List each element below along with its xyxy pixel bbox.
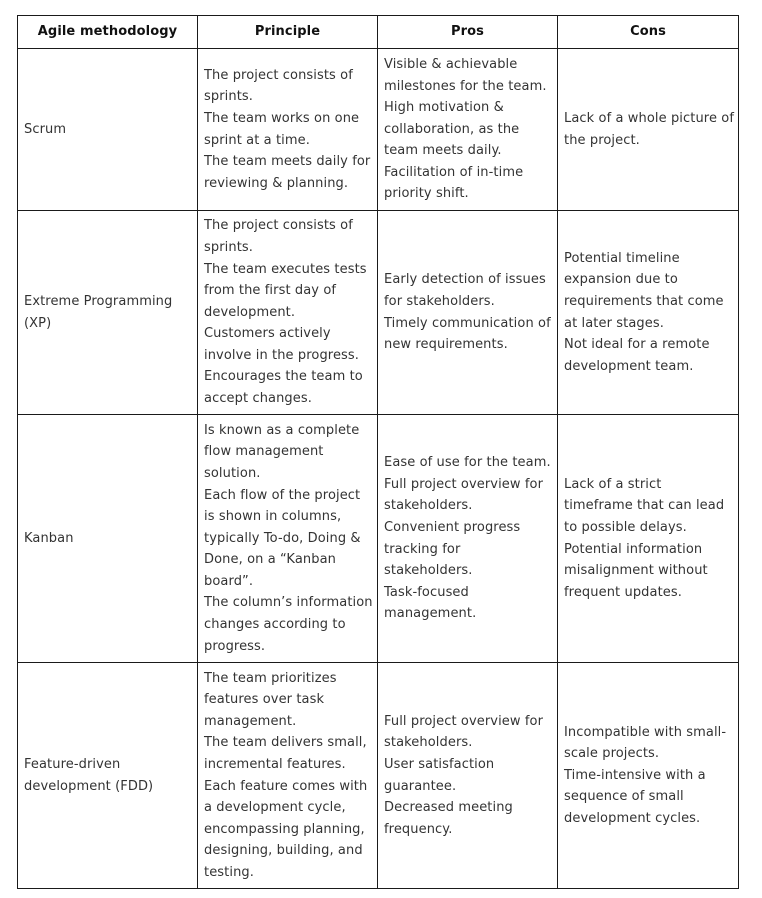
principle-line: Each feature comes with a development cycle, encompassing planning, designing, building, and testing. — [204, 778, 368, 880]
principle-line: Encourages the team to accept changes. — [204, 369, 363, 407]
cell-methodology: Kanban — [18, 415, 198, 663]
header-methodology: Agile methodology — [18, 16, 198, 49]
header-pros: Pros — [378, 16, 558, 49]
cell-cons — [558, 663, 739, 889]
cell-principle — [198, 49, 378, 211]
comparison-table-container — [17, 15, 738, 889]
cons-line: Incompatible with small-scale projects. — [564, 724, 727, 762]
cons-line: Potential timeline expansion due to requirements that come at later stages. — [564, 250, 724, 331]
pros-line: User satisfaction guarantee. — [384, 756, 495, 794]
table-row — [18, 663, 739, 889]
cell-cons — [558, 211, 739, 415]
cell-cons — [558, 49, 739, 211]
principle-line: Is known as a complete flow management solution. — [204, 422, 360, 481]
pros-line: Task-focused management. — [384, 584, 477, 622]
pros-line: Timely communication of new requirements. — [384, 315, 551, 353]
principle-line: The team works on one sprint at a time. — [204, 110, 360, 148]
cell-cons — [558, 415, 739, 663]
principle-line: The project consists of sprints. — [204, 218, 353, 255]
principle-line: The team meets daily for reviewing & planning. — [204, 154, 371, 191]
principle-line: The project consists of sprints. — [204, 67, 353, 105]
principle-line: Customers actively involve in the progress. — [204, 326, 360, 363]
pros-line: Convenient progress tracking for stakeholders. — [384, 519, 521, 579]
principle-line: The team delivers small, incremental features. — [204, 735, 367, 772]
cell-methodology: Extreme Programming (XP) — [18, 211, 198, 415]
table-header-row — [18, 16, 739, 49]
pros-line: Full project overview for stakeholders. — [384, 476, 544, 514]
cell-pros — [378, 415, 558, 663]
cons-line: Potential information misalignment without frequent updates. — [564, 541, 708, 600]
cell-methodology: Scrum — [18, 49, 198, 211]
cell-principle — [198, 415, 378, 663]
principle-line: The team executes tests from the first day of development. — [204, 261, 367, 320]
cell-pros — [378, 211, 558, 415]
table-row — [18, 211, 739, 415]
pros-line: Facilitation of in-time priority shift. — [384, 164, 524, 202]
cons-line: Not ideal for a remote development team. — [564, 337, 710, 374]
cell-methodology: Feature-driven development (FDD) — [18, 663, 198, 889]
pros-line: Early detection of issues for stakeholders. — [384, 272, 546, 309]
cell-principle — [198, 663, 378, 889]
header-principle: Principle — [198, 16, 378, 49]
cell-pros — [378, 49, 558, 211]
agile-comparison-table — [17, 15, 739, 889]
principle-line: The column’s information changes according to progress. — [204, 595, 373, 654]
pros-line: Ease of use for the team. — [384, 455, 551, 471]
cons-line: Lack of a whole picture of the project. — [564, 110, 735, 148]
pros-line: Full project overview for stakeholders. — [384, 713, 544, 751]
cons-line: Lack of a strict timeframe that can lead to possible delays. — [564, 476, 725, 535]
cell-pros — [378, 663, 558, 889]
cons-line: Time-intensive with a sequence of small development cycles. — [564, 767, 706, 826]
pros-line: Decreased meeting frequency. — [384, 800, 513, 837]
table-row — [18, 49, 739, 211]
pros-line: High motivation & collaboration, as the team meets daily. — [384, 100, 520, 159]
cell-principle — [198, 211, 378, 415]
header-cons: Cons — [558, 16, 739, 49]
principle-line: Each flow of the project is shown in columns, typically To-do, Doing & Done, on a “Kanban board”. — [204, 487, 361, 589]
table-row — [18, 415, 739, 663]
pros-line: Visible & achievable milestones for the team. — [384, 56, 547, 94]
principle-line: The team prioritizes features over task management. — [204, 670, 337, 729]
